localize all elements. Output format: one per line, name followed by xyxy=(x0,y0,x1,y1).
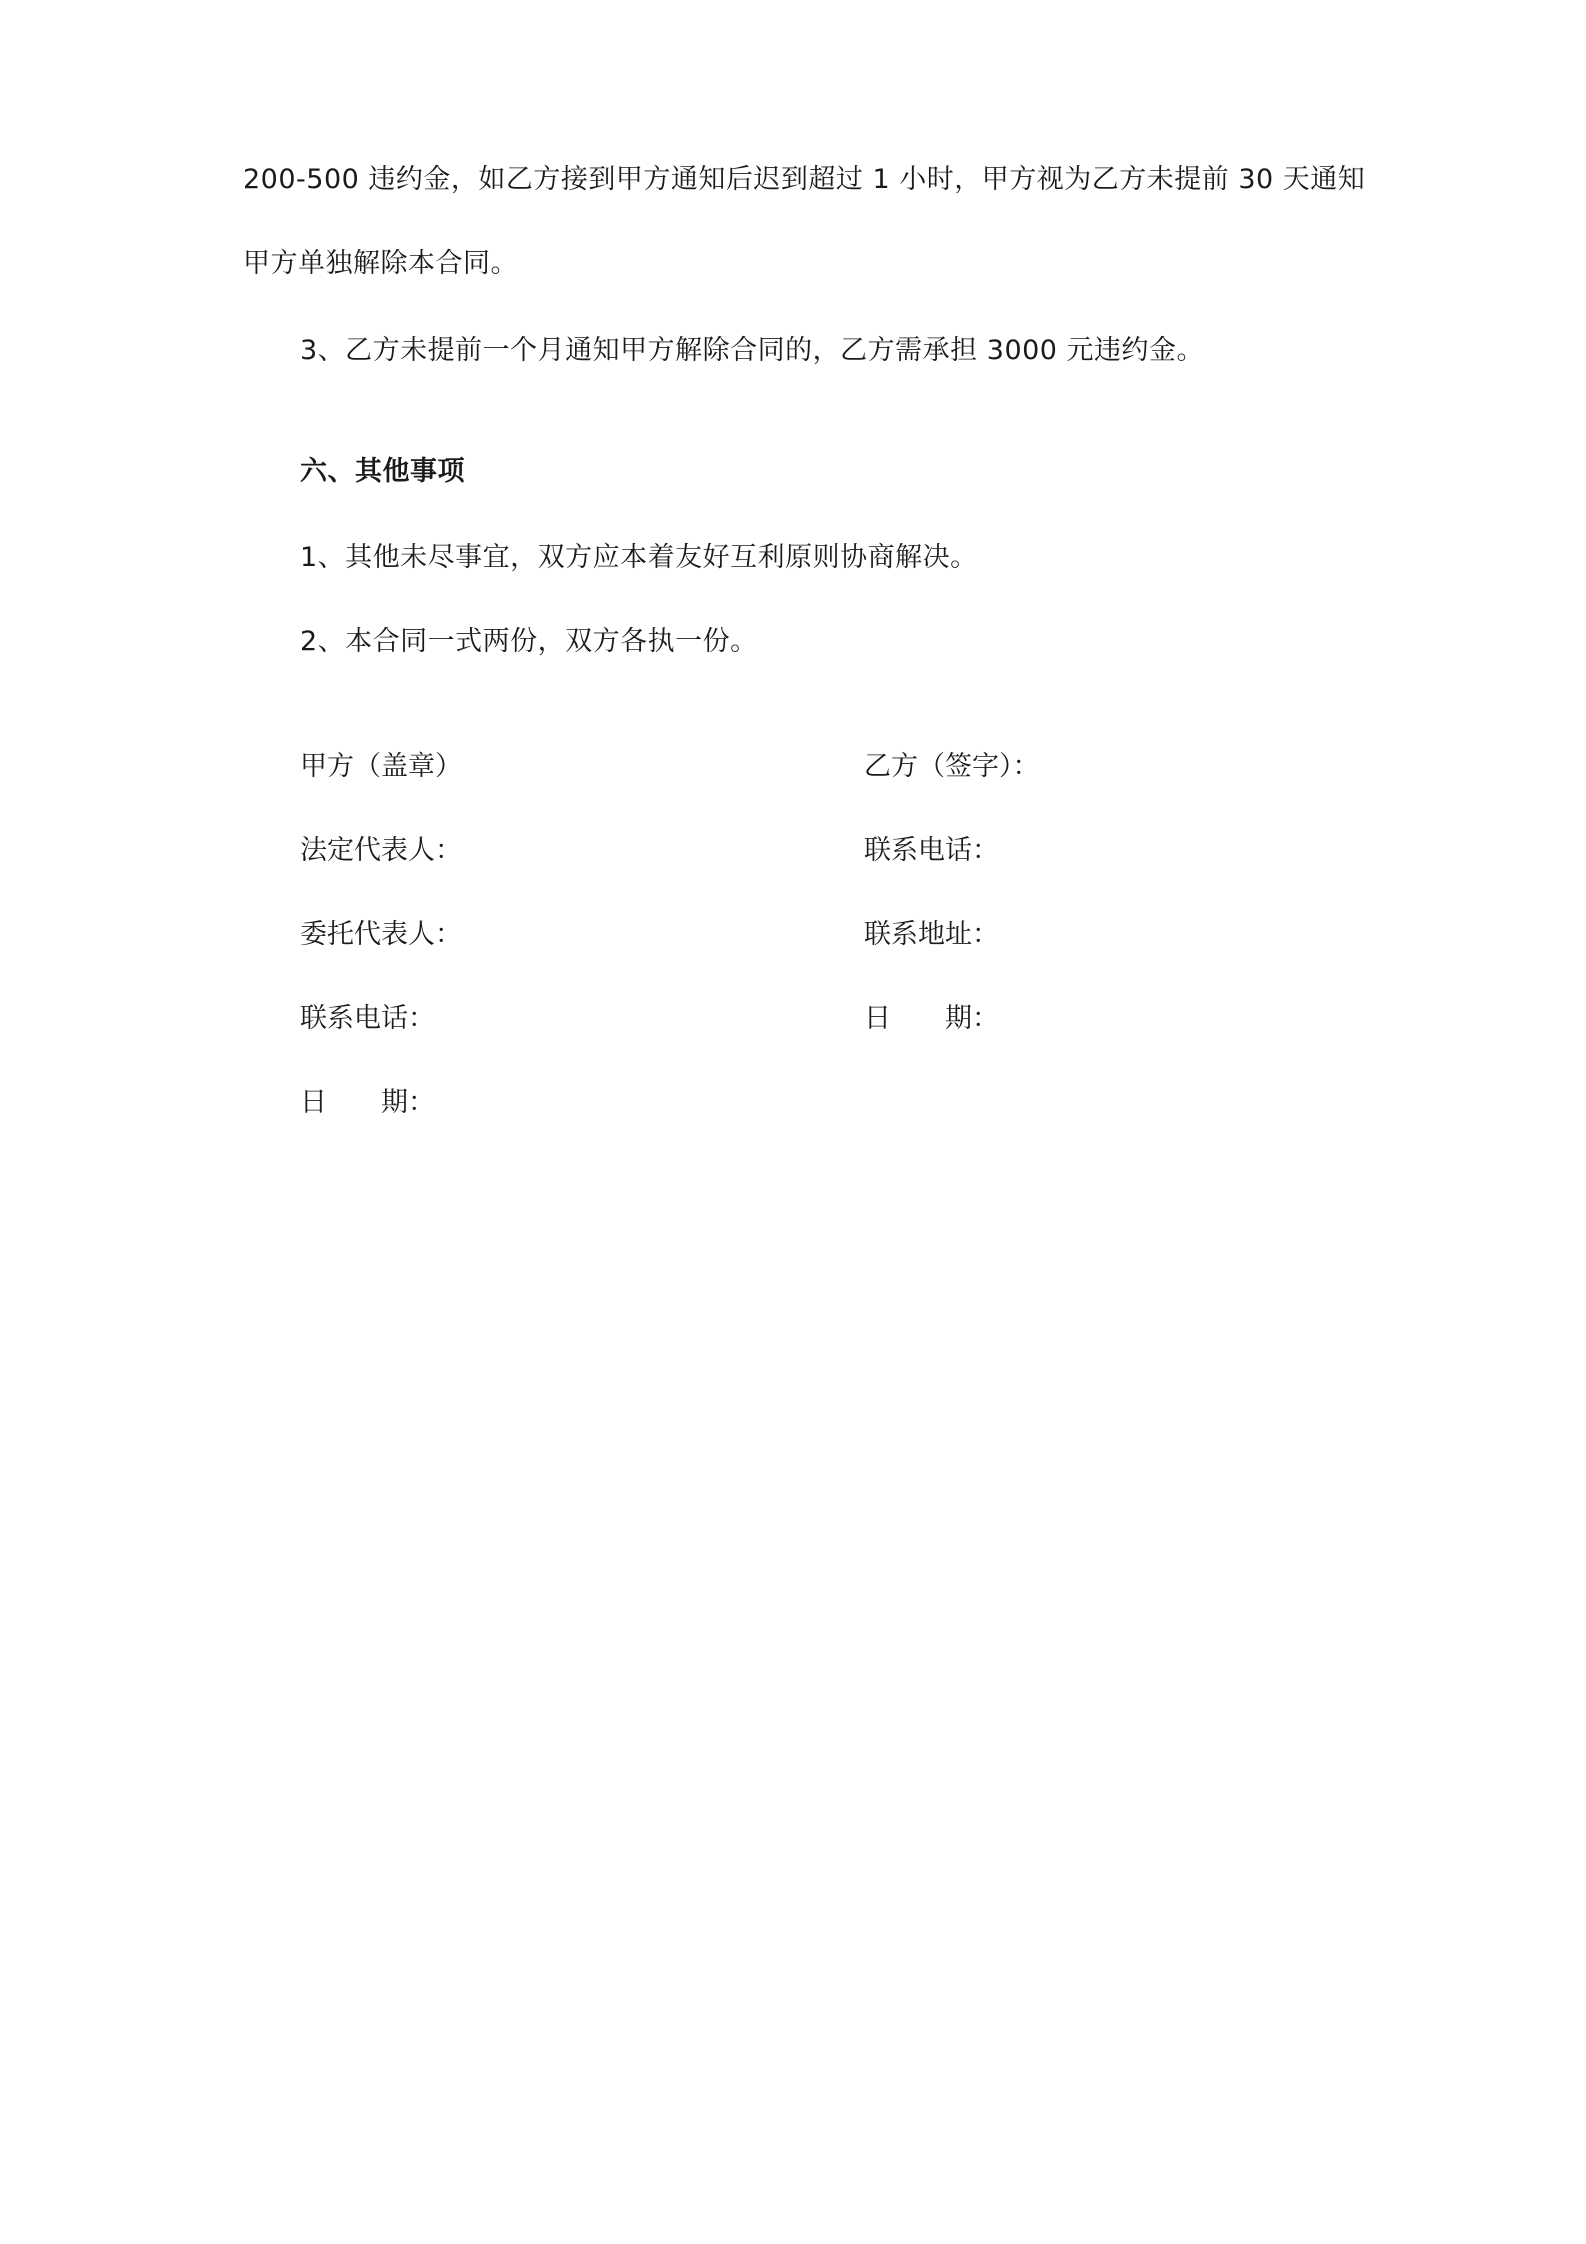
party-b-sign-label: 乙方（签字）： xyxy=(864,751,1040,782)
section-6-item-2: 2、本合同一式两份，双方各执一份。 xyxy=(300,626,758,657)
party-a-phone-label: 联系电话： xyxy=(300,1003,435,1034)
party-b-phone-label: 联系电话： xyxy=(864,835,999,866)
party-b-address-label: 联系地址： xyxy=(864,919,999,950)
paragraph-clause-3: 3、乙方未提前一个月通知甲方解除合同的，乙方需承担 3000 元违约金。 xyxy=(300,335,1205,366)
party-a-date-label: 日 期： xyxy=(300,1087,435,1118)
party-a-agent-label: 委托代表人： xyxy=(300,919,462,950)
section-6-title: 六、其他事项 xyxy=(300,456,465,487)
party-a-legal-rep-label: 法定代表人： xyxy=(300,835,462,866)
paragraph-penalty-line1: 200-500 违约金，如乙方接到甲方通知后迟到超过 1 小时，甲方视为乙方未提前 30 天通知 xyxy=(243,164,1366,195)
section-6-item-1: 1、其他未尽事宜，双方应本着友好互利原则协商解决。 xyxy=(300,542,978,573)
paragraph-penalty-line2: 甲方单独解除本合同。 xyxy=(243,248,518,279)
party-a-seal-label: 甲方（盖章） xyxy=(300,751,462,782)
party-b-date-label: 日 期： xyxy=(864,1003,999,1034)
